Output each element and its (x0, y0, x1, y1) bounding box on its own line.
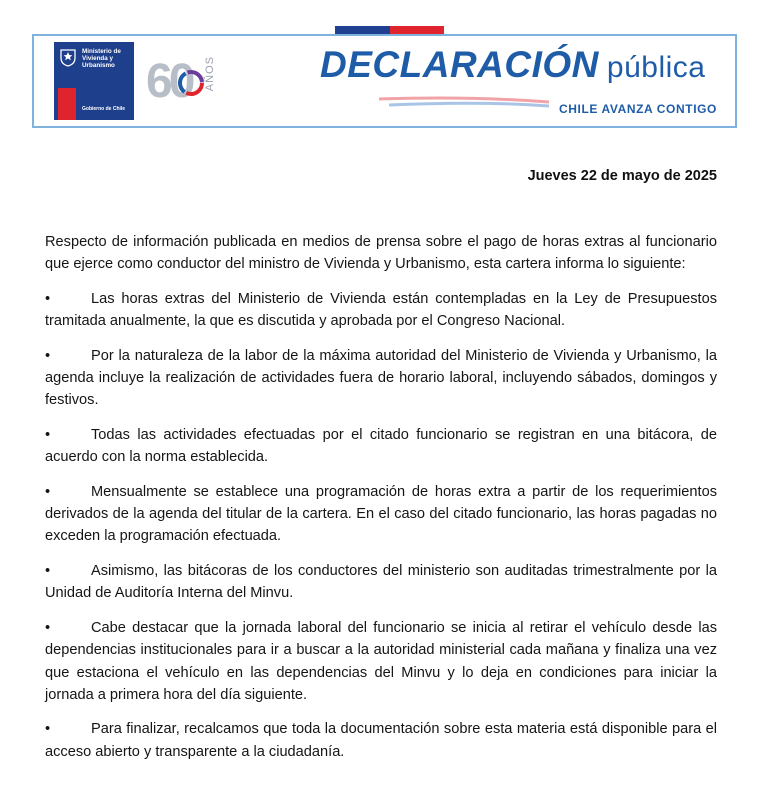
anniversary-ring-icon (176, 68, 206, 98)
list-item-text: Todas las actividades efectuadas por el citado funcionario se registran en una bitácora, de acuerdo con la norma establecida. (45, 426, 717, 466)
bullet-icon: • (45, 483, 51, 500)
bullet-icon: • (45, 426, 51, 443)
banner-title (320, 44, 705, 86)
bullet-icon: • (45, 290, 51, 307)
tagline: CHILE AVANZA CONTIGO (559, 102, 717, 116)
document-body (45, 231, 717, 775)
list-item (45, 560, 717, 605)
header-banner (32, 34, 737, 128)
bullet-icon: • (45, 347, 51, 364)
bullet-icon: • (45, 721, 51, 738)
list-item-text: Por la naturaleza de la labor de la máxima autoridad del Ministerio de Vivienda y Urbanismo, la agenda incluye la realización de actividades fuera de horario laboral, incluyendo sábados, domingos y festivos. (45, 347, 717, 409)
list-item (45, 481, 717, 548)
government-label: Gobierno de Chile (82, 106, 126, 112)
list-item (45, 617, 717, 707)
banner-title-suffix: pública (606, 51, 706, 84)
list-item-text: Para finalizar, recalcamos que toda la documentación sobre esta materia está disponible para el acceso abierto y transparente a la ciudadanía. (45, 721, 717, 760)
anniversary-logo (146, 54, 226, 112)
anniversary-number: 60 (146, 55, 192, 108)
list-item (45, 424, 717, 469)
bullet-icon: • (45, 562, 51, 579)
header-color-stripes (335, 26, 444, 34)
list-item (45, 345, 717, 412)
list-item-text: Las horas extras del Ministerio de Vivienda están contempladas en la Ley de Presupuestos tramitada anualmente, la que es discutida y aprobada por el Congreso Nacional. (45, 290, 717, 330)
list-item-text: Asimismo, las bitácoras de los conductores del ministerio son auditadas trimestralmente por la Unidad de Auditoría Interna del Minvu. (45, 562, 717, 602)
list-item-text: Mensualmente se establece una programación de horas extra a partir de los requerimientos derivados de la agenda del titular de la cartera. En el caso del citado funcionario, las horas pagadas no exceden la programación efectuada. (45, 483, 717, 545)
anniversary-word: AÑOS (204, 56, 216, 92)
stripe-blue (335, 26, 390, 34)
coat-of-arms-icon (58, 47, 78, 69)
banner-title-main: DECLARACIÓN (320, 44, 599, 85)
list-item-text: Cabe destacar que la jornada laboral del funcionario se inicia al retirar el vehículo desde las dependencias institucionales para ir a buscar a la autoridad ministerial cada mañana y finaliza una vez que estaciona el vehículo en las dependencias del Minvu y lo deja en condiciones para iniciar la jornada a primera hora del día siguiente. (45, 619, 717, 703)
stripe-red (390, 26, 445, 34)
swoosh-decoration (379, 96, 549, 110)
ministry-name: Ministerio de Vivienda y Urbanismo (82, 48, 121, 69)
intro-paragraph: Respecto de información publicada en medios de prensa sobre el pago de horas extras al funcionario que ejerce como conductor del ministro de Vivienda y Urbanismo, esta cartera informa lo siguiente: (45, 234, 717, 273)
list-item (45, 718, 717, 763)
ministry-logo (54, 42, 134, 120)
logo-red-bar (58, 88, 76, 120)
list-item (45, 288, 717, 333)
bullet-icon: • (45, 619, 51, 636)
document-date: Jueves 22 de mayo de 2025 (527, 168, 717, 184)
